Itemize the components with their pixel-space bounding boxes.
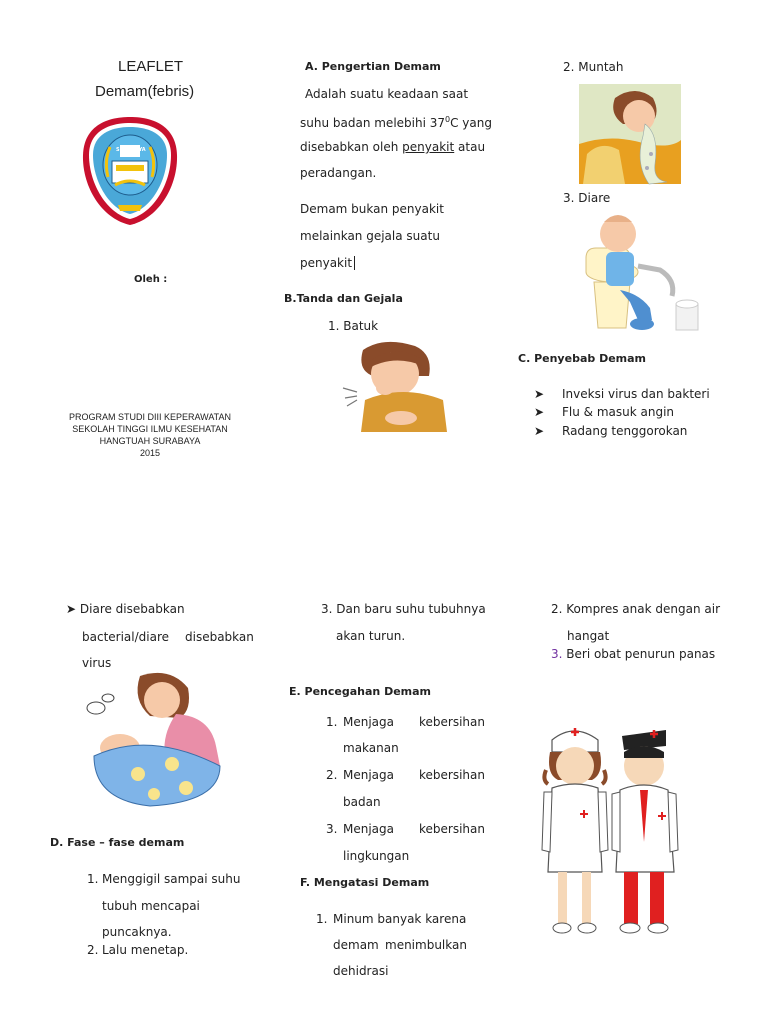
section-e-heading: E. Pencegahan Demam: [289, 685, 432, 698]
bullet-arrow-icon: ➤: [66, 602, 77, 616]
phase-1-num: 1.: [87, 872, 99, 886]
treat-1-line1: Minum banyak karena: [333, 912, 467, 926]
school-logo: [80, 115, 180, 227]
phase-1-line1: Menggigil sampai suhu: [102, 872, 241, 886]
toilet-illustration-icon: [580, 208, 702, 338]
by-label: Oleh :: [134, 274, 168, 285]
phase-1-line3: puncaknya.: [102, 925, 172, 939]
cause-item-2: ➤ Flu & masuk angin: [534, 405, 675, 419]
logo-city-text: SURABAYA: [116, 147, 146, 153]
diare-note-line2a: bacterial/diare: [82, 630, 170, 644]
phase-2-num: 2.: [87, 943, 99, 957]
diare-note-line1: ➤ Diare disebabkan: [66, 602, 185, 616]
section-d-heading: D. Fase – fase demam: [50, 836, 185, 849]
section-a-line4: peradangan.: [300, 166, 377, 180]
symptom-diare: 3. Diare: [563, 191, 611, 205]
program-line3: HANGTUAH SURABAYA: [99, 436, 201, 446]
vomit-illustration-icon: [579, 84, 681, 184]
treat-2-line2: hangat: [567, 629, 610, 643]
program-year: 2015: [139, 448, 161, 458]
prevent-2-num: 2.: [326, 768, 338, 782]
bullet-arrow-icon: ➤: [534, 387, 545, 401]
diare-note-line3: virus: [82, 656, 112, 670]
prevent-1-c: makanan: [343, 741, 399, 755]
symptom-batuk: 1. Batuk: [328, 319, 379, 333]
phase-3-line2: akan turun.: [336, 629, 406, 643]
logo-arc-text: [106, 32, 130, 46]
section-f-heading: F. Mengatasi Demam: [300, 876, 430, 889]
prevent-3-b: kebersihan: [419, 822, 485, 836]
section-a-line3: disebabkan oleh penyakit atau: [300, 140, 486, 154]
section-a-line7: penyakit: [300, 256, 359, 270]
prevent-1-b: kebersihan: [419, 715, 485, 729]
section-a-line2: suhu badan melebihi $37^0C$ yang: [300, 115, 492, 130]
prevent-3-c: lingkungan: [343, 849, 410, 863]
program-line2: SEKOLAH TINGGI ILMU KESEHATAN: [72, 424, 228, 434]
section-a-line1: Adalah suatu keadaan saat: [305, 87, 469, 101]
penyakit-link[interactable]: penyakit: [402, 140, 455, 154]
leaflet-subtitle: Demam(febris): [95, 83, 195, 100]
program-line1: PROGRAM STUDI DIII KEPERAWATAN: [68, 412, 231, 422]
phase-3-line1: 3. Dan baru suhu tubuhnya: [321, 602, 486, 616]
cause-item-3: ➤ Radang tenggorokan: [534, 424, 688, 438]
phase-2-line1: Lalu menetap.: [102, 943, 189, 957]
prevent-3-num: 3.: [326, 822, 338, 836]
prevent-2-a: Menjaga: [343, 768, 394, 782]
diare-note-line2b: disebabkan: [185, 630, 254, 644]
cause-item-1: ➤ Inveksi virus dan bakteri: [534, 387, 710, 401]
prevent-1-a: Menjaga: [343, 715, 394, 729]
bullet-arrow-icon: ➤: [534, 424, 545, 438]
treat-1-num: 1.: [316, 912, 328, 926]
treat-2-line1: 2. Kompres anak dengan air: [551, 602, 720, 616]
section-a-line6: melainkan gejala suatu: [300, 229, 440, 243]
bullet-arrow-icon: ➤: [534, 405, 545, 419]
leaflet-title: LEAFLET: [118, 58, 184, 75]
section-c-heading: C. Penyebab Demam: [518, 352, 647, 365]
prevent-2-c: badan: [343, 795, 381, 809]
prevent-2-b: kebersihan: [419, 768, 485, 782]
nurse-doctor-illustration-icon: [540, 722, 690, 942]
section-a-heading: A. Pengertian Demam: [305, 60, 441, 73]
symptom-muntah: 2. Muntah: [563, 60, 624, 74]
treat-3: 3. Beri obat penurun panas: [551, 647, 716, 661]
cough-illustration-icon: [343, 340, 453, 435]
phase-1-line2: tubuh mencapai: [102, 899, 200, 913]
section-b-heading: B.Tanda dan Gejala: [284, 292, 403, 305]
treat-1-line3: dehidrasi: [333, 964, 389, 978]
prevent-3-a: Menjaga: [343, 822, 394, 836]
treat-1-line2b: menimbulkan: [385, 938, 467, 952]
treat-1-line2a: demam: [333, 938, 379, 952]
sick-child-illustration-icon: [80, 670, 225, 810]
section-a-line5: Demam bukan penyakit: [300, 202, 444, 216]
prevent-1-num: 1.: [326, 715, 338, 729]
